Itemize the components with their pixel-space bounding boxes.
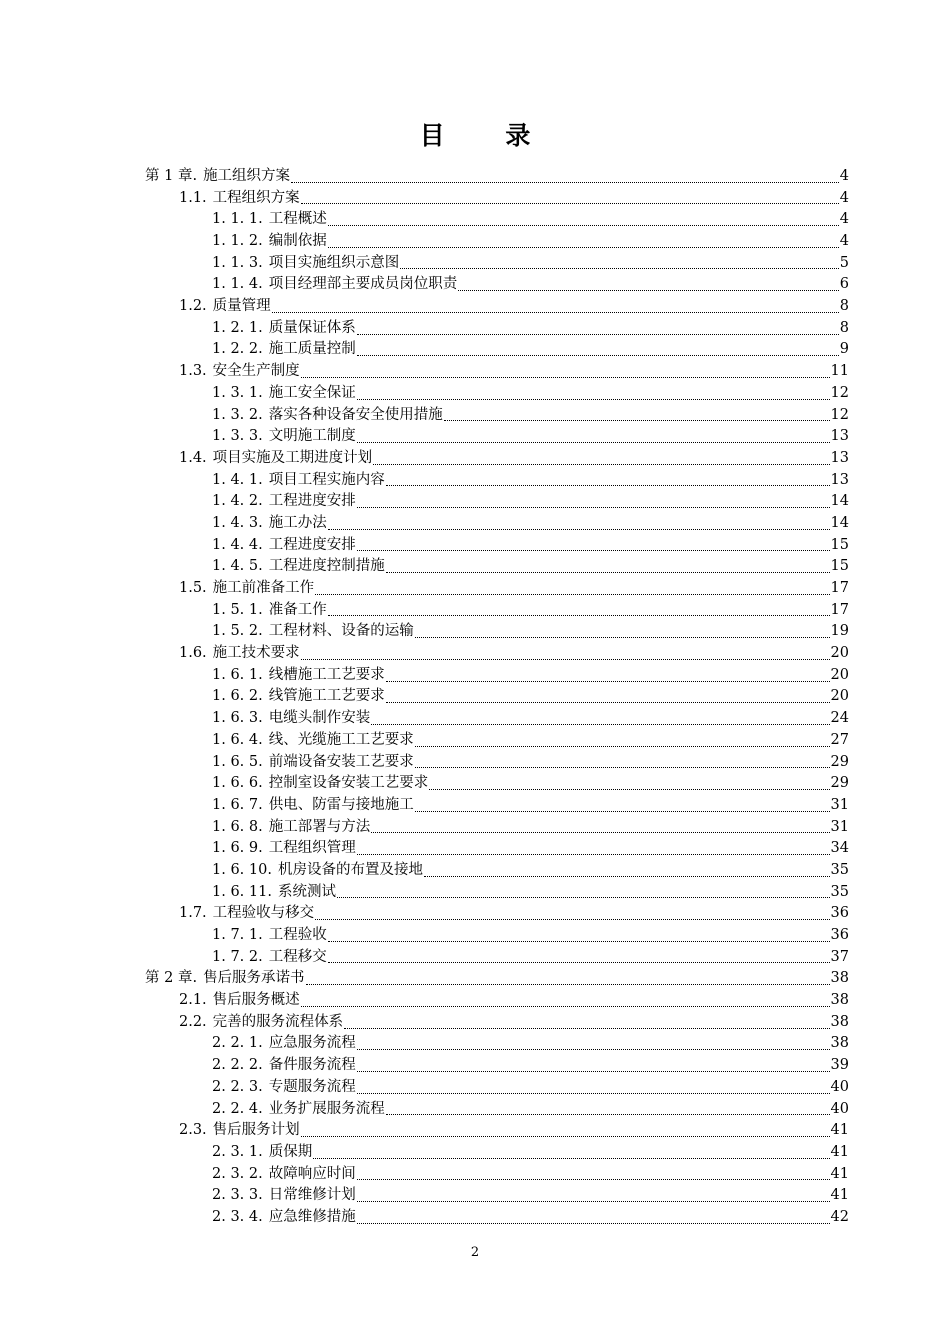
toc-entry[interactable]	[145, 773, 849, 795]
toc-entry-page: 41	[830, 1122, 849, 1139]
toc-leader-dots	[357, 1200, 830, 1202]
toc-leader-dots	[315, 593, 829, 595]
toc-entry-page: 4	[839, 211, 849, 228]
toc-entry-number: 2.2.	[179, 1013, 207, 1030]
toc-entry-label: 施工前准备工作	[212, 580, 315, 597]
toc-entry[interactable]	[145, 361, 849, 383]
toc-leader-dots	[386, 701, 830, 703]
toc-entry-page: 13	[830, 471, 849, 488]
toc-entry-label: 业务扩展服务流程	[268, 1100, 385, 1117]
toc-entry-number: 1. 6. 5.	[212, 753, 263, 770]
toc-entry-page: 31	[830, 818, 849, 835]
toc-entry-number: 1.2.	[179, 298, 207, 315]
toc-entry-page: 24	[830, 710, 849, 727]
toc-leader-dots	[415, 745, 830, 747]
toc-entry-label: 工程验收	[268, 927, 327, 944]
toc-leader-dots	[313, 1157, 829, 1159]
toc-entry-number: 1. 3. 3.	[212, 428, 263, 445]
toc-entry-page: 8	[839, 298, 849, 315]
toc-entry[interactable]	[145, 426, 849, 448]
toc-entry-number: 1. 5. 1.	[212, 601, 263, 618]
toc-entry-label: 项目经理部主要成员岗位职责	[268, 276, 458, 293]
toc-entry-page: 17	[830, 580, 849, 597]
toc-entry-page: 12	[830, 384, 849, 401]
toc-leader-dots	[357, 549, 830, 551]
toc-entry-number: 1. 6. 6.	[212, 775, 263, 792]
toc-entry-number: 1. 4. 3.	[212, 514, 263, 531]
toc-leader-dots	[328, 614, 830, 616]
toc-entry-label: 电缆头制作安装	[268, 710, 371, 727]
toc-entry[interactable]	[145, 188, 849, 210]
toc-leader-dots	[301, 1135, 830, 1137]
toc-entry-number: 1.1.	[179, 189, 207, 206]
toc-leader-dots	[415, 766, 830, 768]
toc-entry[interactable]	[145, 166, 849, 188]
toc-entry-number: 2.3.	[179, 1122, 207, 1139]
toc-entry-label: 质量保证体系	[268, 319, 356, 336]
toc-entry-number: 1.4.	[179, 449, 207, 466]
toc-entry-label: 备件服务流程	[268, 1057, 356, 1074]
toc-entry-number: 1. 5. 2.	[212, 623, 263, 640]
toc-entry[interactable]	[145, 1164, 849, 1186]
toc-entry-page: 37	[830, 948, 849, 965]
toc-entry-number: 2. 3. 4.	[212, 1208, 263, 1225]
toc-entry[interactable]	[145, 405, 849, 427]
toc-entry-page: 29	[830, 753, 849, 770]
toc-entry-page: 39	[830, 1057, 849, 1074]
toc-entry-page: 12	[830, 406, 849, 423]
toc-leader-dots	[357, 354, 839, 356]
toc-entry-page: 4	[839, 167, 849, 184]
toc-leader-dots	[357, 1070, 830, 1072]
toc-entry-page: 4	[839, 189, 849, 206]
toc-entry-page: 9	[839, 341, 849, 358]
toc-entry-label: 施工组织方案	[203, 167, 291, 184]
toc-leader-dots	[272, 311, 839, 313]
toc-entry-number: 1. 7. 1.	[212, 927, 263, 944]
toc-entry-page: 38	[830, 992, 849, 1009]
toc-entry-page: 34	[830, 840, 849, 857]
toc-leader-dots	[315, 918, 829, 920]
toc-entry-number: 第 1 章.	[145, 167, 198, 184]
toc-leader-dots	[373, 463, 829, 465]
toc-entry-page: 41	[830, 1165, 849, 1182]
toc-entry-label: 工程验收与移交	[212, 905, 315, 922]
toc-leader-dots	[386, 484, 830, 486]
toc-entry-page: 38	[830, 1013, 849, 1030]
toc-entry-label: 工程进度安排	[268, 493, 356, 510]
toc-entry-page: 29	[830, 775, 849, 792]
toc-entry[interactable]	[145, 968, 849, 990]
toc-entry-page: 38	[830, 970, 849, 987]
toc-entry-number: 1. 1. 2.	[212, 233, 263, 250]
toc-entry-label: 准备工作	[268, 601, 327, 618]
toc-entry-label: 系统测试	[277, 883, 336, 900]
toc-entry-number: 2. 3. 2.	[212, 1165, 263, 1182]
toc-entry-number: 1.5.	[179, 580, 207, 597]
toc-entry-label: 控制室设备安装工艺要求	[268, 775, 429, 792]
toc-entry-label: 售后服务计划	[212, 1122, 300, 1139]
toc-entry-page: 41	[830, 1187, 849, 1204]
toc-leader-dots	[400, 267, 839, 269]
toc-entry-label: 工程移交	[268, 948, 327, 965]
toc-leader-dots	[301, 376, 830, 378]
toc-leader-dots	[344, 1027, 829, 1029]
toc-entry-number: 1. 4. 2.	[212, 493, 263, 510]
toc-entry-label: 施工质量控制	[268, 341, 356, 358]
toc-entry-label: 线管施工工艺要求	[268, 688, 385, 705]
toc-entry[interactable]	[145, 556, 849, 578]
toc-entry-label: 施工技术要求	[212, 645, 300, 662]
toc-entry-number: 2. 3. 1.	[212, 1143, 263, 1160]
toc-entry[interactable]	[145, 708, 849, 730]
toc-entry-page: 38	[830, 1035, 849, 1052]
toc-entry-number: 1. 6. 4.	[212, 731, 263, 748]
toc-entry-number: 2. 2. 4.	[212, 1100, 263, 1117]
toc-entry[interactable]	[145, 730, 849, 752]
toc-leader-dots	[386, 571, 830, 573]
toc-leader-dots	[301, 658, 830, 660]
toc-entry[interactable]	[145, 274, 849, 296]
toc-entry-number: 2. 2. 3.	[212, 1078, 263, 1095]
toc-leader-dots	[386, 680, 830, 682]
toc-entry-number: 1. 4. 5.	[212, 558, 263, 575]
toc-entry-page: 13	[830, 449, 849, 466]
toc-leader-dots	[371, 831, 829, 833]
toc-entry-page: 40	[830, 1078, 849, 1095]
toc-leader-dots	[415, 636, 830, 638]
toc-entry-number: 1. 2. 2.	[212, 341, 263, 358]
toc-entry-page: 14	[830, 493, 849, 510]
toc-leader-dots	[328, 940, 830, 942]
toc-entry[interactable]	[145, 882, 849, 904]
toc-entry-number: 1. 2. 1.	[212, 319, 263, 336]
toc-entry[interactable]	[145, 795, 849, 817]
toc-leader-dots	[458, 289, 839, 291]
toc-entry-label: 质保期	[268, 1143, 313, 1160]
toc-entry-number: 2.1.	[179, 992, 207, 1009]
toc-leader-dots	[357, 1222, 830, 1224]
toc-entry[interactable]	[145, 600, 849, 622]
toc-entry[interactable]	[145, 1077, 849, 1099]
toc-entry[interactable]	[145, 838, 849, 860]
toc-leader-dots	[357, 1048, 830, 1050]
toc-leader-dots	[337, 896, 830, 898]
toc-entry[interactable]	[145, 535, 849, 557]
toc-entry-number: 2. 3. 3.	[212, 1187, 263, 1204]
toc-entry-label: 工程进度控制措施	[268, 558, 385, 575]
toc-entry-number: 1. 6. 2.	[212, 688, 263, 705]
toc-entry-page: 4	[839, 233, 849, 250]
toc-entry[interactable]	[145, 752, 849, 774]
toc-entry[interactable]	[145, 209, 849, 231]
toc-leader-dots	[415, 810, 830, 812]
toc-entry[interactable]	[145, 491, 849, 513]
toc-entry-label: 工程组织方案	[212, 189, 300, 206]
toc-entry-number: 2. 2. 2.	[212, 1057, 263, 1074]
toc-leader-dots	[328, 224, 839, 226]
toc-entry[interactable]	[145, 470, 849, 492]
toc-leader-dots	[301, 1005, 830, 1007]
toc-entry-page: 6	[839, 276, 849, 293]
toc-entry-page: 36	[830, 927, 849, 944]
toc-leader-dots	[386, 1113, 830, 1115]
toc-entry[interactable]	[145, 318, 849, 340]
toc-entry-label: 施工部署与方法	[268, 818, 371, 835]
toc-entry-label: 工程组织管理	[268, 840, 356, 857]
toc-entry[interactable]	[145, 253, 849, 275]
page-title: 目 录	[419, 121, 557, 150]
toc-entry-label: 售后服务承诺书	[203, 970, 305, 987]
toc-entry[interactable]	[145, 947, 849, 969]
toc-leader-dots	[306, 983, 830, 985]
toc-entry[interactable]	[145, 578, 849, 600]
toc-entry[interactable]	[145, 448, 849, 470]
toc-entry-number: 1. 6. 1.	[212, 666, 263, 683]
toc-entry-page: 27	[830, 731, 849, 748]
toc-entry-label: 机房设备的布置及接地	[277, 861, 423, 878]
toc-entry[interactable]	[145, 621, 849, 643]
toc-entry-number: 1. 4. 4.	[212, 536, 263, 553]
toc-leader-dots	[357, 1178, 830, 1180]
toc-entry[interactable]	[145, 990, 849, 1012]
toc-entry-label: 售后服务概述	[212, 992, 300, 1009]
toc-leader-dots	[357, 853, 830, 855]
toc-entry-label: 安全生产制度	[212, 363, 300, 380]
toc-entry[interactable]	[145, 1207, 849, 1229]
toc-entry-label: 应急服务流程	[268, 1035, 356, 1052]
toc-entry-number: 1. 7. 2.	[212, 948, 263, 965]
table-of-contents	[145, 166, 849, 1229]
toc-entry-label: 文明施工制度	[268, 428, 356, 445]
toc-entry-label: 质量管理	[212, 298, 271, 315]
toc-leader-dots	[371, 723, 829, 725]
toc-entry[interactable]	[145, 340, 849, 362]
toc-entry[interactable]	[145, 1185, 849, 1207]
toc-entry-page: 13	[830, 428, 849, 445]
toc-entry[interactable]	[145, 903, 849, 925]
toc-entry-page: 36	[830, 905, 849, 922]
toc-entry-label: 编制依据	[268, 233, 327, 250]
toc-entry-number: 1. 6. 9.	[212, 840, 263, 857]
toc-entry-page: 40	[830, 1100, 849, 1117]
toc-entry-number: 1.6.	[179, 645, 207, 662]
toc-entry-number: 1.7.	[179, 905, 207, 922]
toc-entry-number: 1. 1. 3.	[212, 254, 263, 271]
toc-leader-dots	[444, 419, 830, 421]
toc-entry[interactable]	[145, 296, 849, 318]
toc-entry-page: 41	[830, 1143, 849, 1160]
toc-entry-label: 工程进度安排	[268, 536, 356, 553]
toc-entry[interactable]	[145, 1034, 849, 1056]
toc-entry-label: 前端设备安装工艺要求	[268, 753, 414, 770]
toc-entry-label: 工程概述	[268, 211, 327, 228]
toc-entry-number: 1. 3. 2.	[212, 406, 263, 423]
toc-leader-dots	[357, 398, 830, 400]
toc-entry-number: 1. 4. 1.	[212, 471, 263, 488]
toc-entry-number: 1. 6. 8.	[212, 818, 263, 835]
toc-entry-page: 20	[830, 666, 849, 683]
toc-entry-number: 1. 1. 4.	[212, 276, 263, 293]
toc-entry[interactable]	[145, 1055, 849, 1077]
toc-entry-page: 42	[830, 1208, 849, 1225]
toc-entry-label: 落实各种设备安全使用措施	[268, 406, 443, 423]
toc-leader-dots	[328, 246, 839, 248]
toc-leader-dots	[291, 181, 839, 183]
toc-entry[interactable]	[145, 231, 849, 253]
toc-entry[interactable]	[145, 1012, 849, 1034]
toc-entry[interactable]	[145, 860, 849, 882]
toc-entry-page: 8	[839, 319, 849, 336]
toc-entry-label: 施工办法	[268, 514, 327, 531]
toc-entry-page: 35	[830, 883, 849, 900]
toc-entry-label: 线、光缆施工工艺要求	[268, 731, 414, 748]
toc-entry-page: 20	[830, 645, 849, 662]
toc-entry-page: 15	[830, 558, 849, 575]
toc-entry-number: 1. 1. 1.	[212, 211, 263, 228]
toc-entry-number: 1. 6. 3.	[212, 710, 263, 727]
toc-entry-page: 31	[830, 796, 849, 813]
toc-entry[interactable]	[145, 1099, 849, 1121]
toc-leader-dots	[301, 202, 839, 204]
toc-leader-dots	[429, 788, 829, 790]
toc-entry-page: 17	[830, 601, 849, 618]
toc-entry-number: 1.3.	[179, 363, 207, 380]
toc-entry-label: 供电、防雷与接地施工	[268, 796, 414, 813]
toc-entry-page: 19	[830, 623, 849, 640]
toc-entry-label: 专题服务流程	[268, 1078, 356, 1095]
toc-entry[interactable]	[145, 643, 849, 665]
page-number: 2	[470, 1245, 480, 1260]
toc-entry-page: 15	[830, 536, 849, 553]
toc-entry[interactable]	[145, 665, 849, 687]
toc-entry-number: 1. 6. 10.	[212, 861, 272, 878]
toc-entry-label: 项目实施组织示意图	[268, 254, 400, 271]
toc-entry-page: 14	[830, 514, 849, 531]
toc-entry[interactable]	[145, 383, 849, 405]
toc-entry-number: 1. 3. 1.	[212, 384, 263, 401]
toc-entry[interactable]	[145, 1120, 849, 1142]
toc-entry-label: 故障响应时间	[268, 1165, 356, 1182]
toc-entry-label: 日常维修计划	[268, 1187, 356, 1204]
toc-entry-number: 第 2 章.	[145, 970, 198, 987]
toc-entry[interactable]	[145, 687, 849, 709]
toc-entry-number: 1. 6. 7.	[212, 796, 263, 813]
toc-leader-dots	[357, 441, 830, 443]
toc-entry-label: 施工安全保证	[268, 384, 356, 401]
toc-entry-label: 线槽施工工艺要求	[268, 666, 385, 683]
toc-entry-page: 11	[830, 363, 849, 380]
toc-leader-dots	[424, 875, 830, 877]
toc-entry-page: 35	[830, 861, 849, 878]
toc-entry-label: 工程材料、设备的运输	[268, 623, 414, 640]
toc-entry-label: 完善的服务流程体系	[212, 1013, 344, 1030]
toc-entry[interactable]	[145, 925, 849, 947]
toc-leader-dots	[357, 506, 830, 508]
toc-entry-label: 应急维修措施	[268, 1208, 356, 1225]
toc-leader-dots	[328, 961, 830, 963]
toc-entry[interactable]	[145, 1142, 849, 1164]
toc-leader-dots	[328, 528, 830, 530]
toc-entry-label: 项目工程实施内容	[268, 471, 385, 488]
toc-entry-number: 1. 6. 11.	[212, 883, 272, 900]
toc-leader-dots	[357, 1092, 830, 1094]
toc-entry[interactable]	[145, 817, 849, 839]
toc-entry-page: 20	[830, 688, 849, 705]
toc-entry-label: 项目实施及工期进度计划	[212, 449, 373, 466]
toc-leader-dots	[357, 333, 839, 335]
toc-entry[interactable]	[145, 513, 849, 535]
toc-entry-number: 2. 2. 1.	[212, 1035, 263, 1052]
toc-entry-page: 5	[839, 254, 849, 271]
